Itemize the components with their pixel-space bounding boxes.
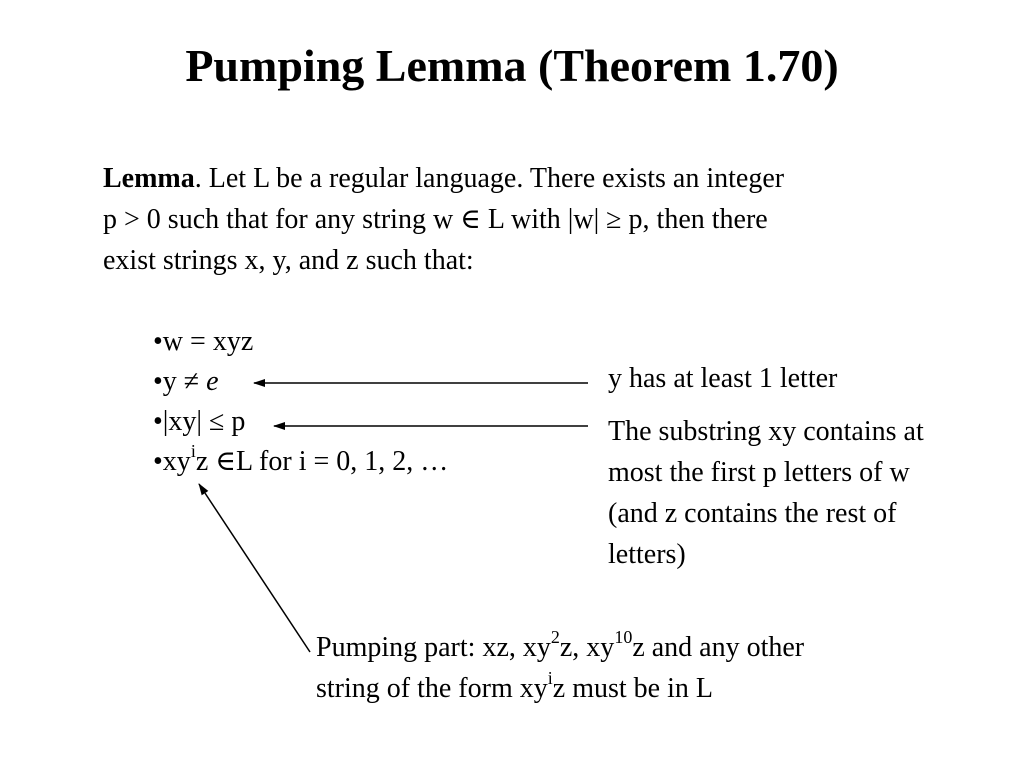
condition-xy-length: •|xy| ≤ p [153,406,246,437]
condition-pumping-rest: z ∈L for i = 0, 1, 2, … [195,446,449,477]
pumping-text-d: string of the form xy [316,673,548,704]
arrow-to-pumping-condition [199,484,310,652]
slide-title: Pumping Lemma (Theorem 1.70) [185,40,839,91]
lemma-line-3: exist strings x, y, and z such that: [103,245,474,276]
pumping-text-b: z, xy [559,632,615,663]
condition-pumping-exponent: i [190,440,196,461]
xy-annotation-line-4: letters) [608,539,686,570]
condition-w-equals-xyz: •w = xyz [153,326,254,357]
pumping-exponent-i: i [547,667,553,688]
condition-y-text: •y ≠ [153,366,207,397]
pumping-exponent-10: 10 [614,626,633,647]
y-annotation: y has at least 1 letter [608,363,838,394]
lemma-label: Lemma [103,163,195,194]
xy-annotation-line-1: The substring xy contains at [608,416,924,447]
empty-string-symbol: e [206,366,219,397]
condition-pumping-prefix: •xy [153,446,191,477]
pumping-exponent-2: 2 [550,626,560,647]
lemma-line-2: p > 0 such that for any string w ∈ L with |w| ≥ p, then there [103,204,768,235]
pumping-text-a: Pumping part: xz, xy [316,632,551,663]
pumping-text-e: z must be in L [552,673,713,704]
xy-annotation-line-3: (and z contains the rest of [608,498,897,529]
lemma-line-1-text: . Let L be a regular language. There exists an integer [194,163,785,194]
xy-annotation-line-2: most the first p letters of w [608,457,910,488]
pumping-text-c: z and any other [632,632,805,663]
